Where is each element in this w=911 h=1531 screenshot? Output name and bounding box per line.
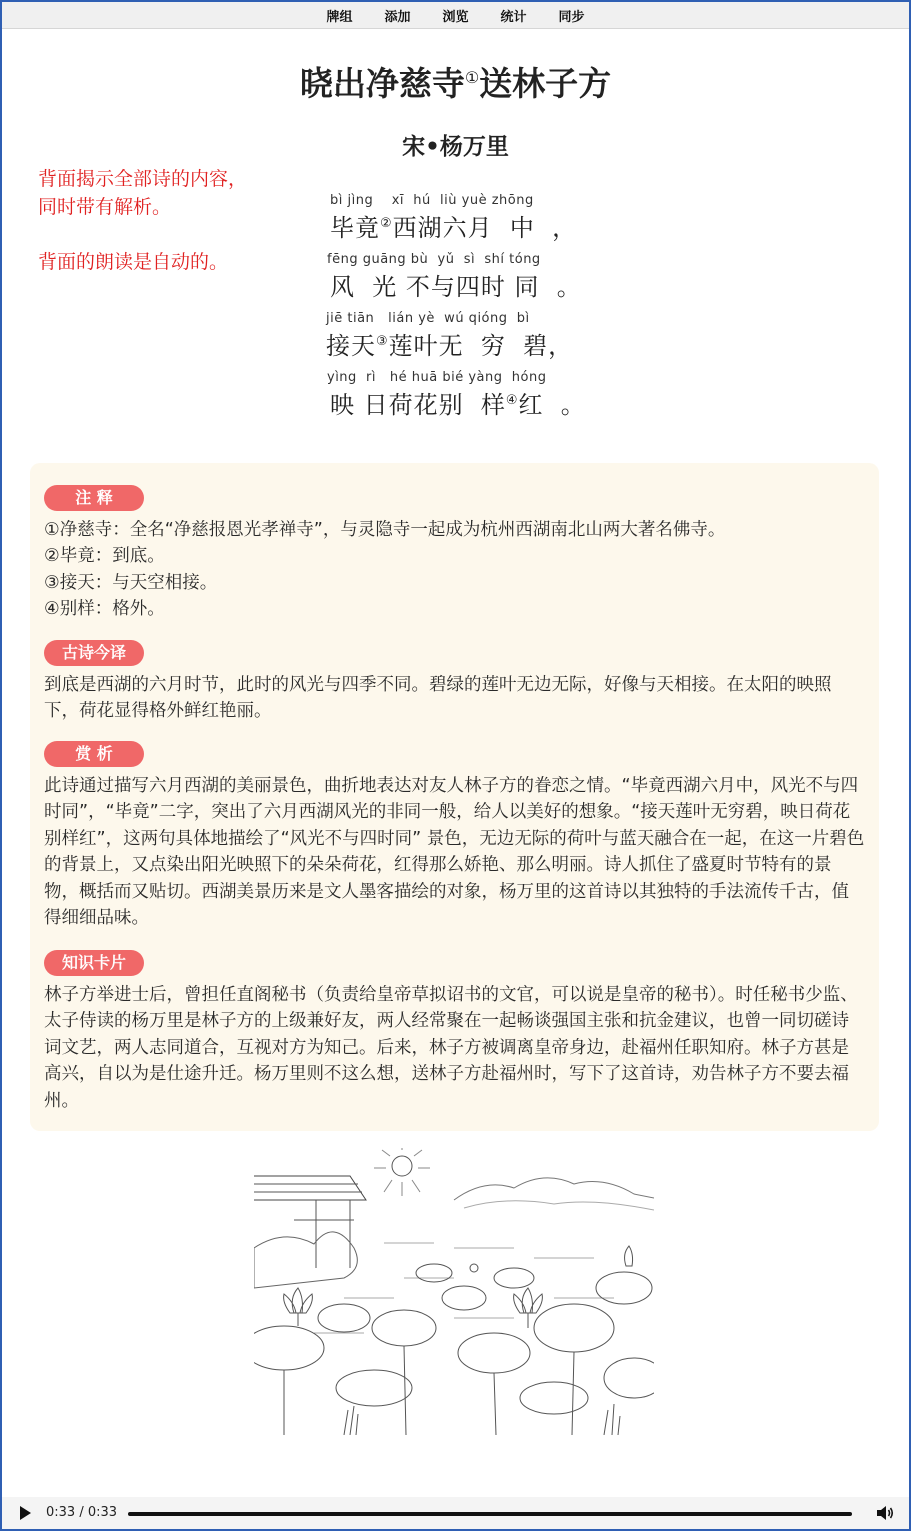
knowledge-card-label: 知识卡片 [44, 950, 144, 976]
poem-line-4 [327, 370, 586, 420]
poem-line-3 [326, 311, 573, 361]
hanzi-line [327, 385, 586, 420]
hanzi-post: 莲叶无 穷 碧， [388, 332, 574, 360]
footnote-mark: ③ [376, 334, 389, 349]
side-note-line-1: 背面揭示全部诗的内容， [38, 168, 248, 190]
title-footnote-mark: ① [464, 68, 480, 87]
hanzi-pre: 毕竟 [330, 214, 380, 242]
hanzi-line [330, 208, 577, 243]
hanzi-line [327, 267, 582, 302]
side-note-line-3: 背面的朗读是自动的。 [38, 251, 229, 273]
hanzi-post: 红 。 [518, 391, 586, 419]
hanzi-pre: 接天 [326, 332, 376, 360]
top-nav-bar [2, 2, 909, 29]
nav-sync[interactable]: 同步 [558, 9, 585, 25]
notes-label: 注 释 [44, 485, 144, 511]
appreciation-text: 此诗通过描写六月西湖的美丽景色，曲折地表达对友人林子方的眷恋之情。“毕竟西湖六月中，风光不与四时同”，“毕竟”二字，突出了六月西湖风光的非同一般，给人以美好的想象。“接天莲叶无穷碧，映日荷花别样红”，这两句具体地描绘了“风光不与四时同” 景色，无边无际的荷叶与蓝天融合在一起，在这一片碧色的背景上，又点染出阳光映照下的朵朵荷花，红得那么娇艳、那么明丽。诗人抓住了盛夏时节特有的景物，概括而又贴切。西湖美景历来是文人墨客描绘的对象，杨万里的这首诗以其独特的手法流传千古，值得细细品味。 [44, 776, 865, 929]
footnote-mark: ④ [505, 393, 519, 408]
note-item: ②毕竟：到底。 [44, 546, 165, 567]
audio-player [2, 1497, 909, 1529]
knowledge-card-text: 林子方举进士后，曾担任直阁秘书（负责给皇帝草拟诏书的文官，可以说是皇帝的秘书）。时任秘书少监、太子侍读的杨万里是林子方的上级兼好友，两人经常聚在一起畅谈强国主张和抗金建议，也曾一同切磋诗词文艺，两人志同道合，互视对方为知己。后来，林子方被调离皇帝身边，赴福州任职知府。林子方甚是高兴，自以为是仕途升迁。杨万里则不这么想，送林子方赴福州时，写下了这首诗，劝告林子方不要去福州。 [44, 985, 858, 1111]
pinyin-line: jiē tiān lián yè wú qióng bì [326, 311, 530, 326]
lotus-pond-illustration [254, 1148, 654, 1435]
notes-list [44, 517, 866, 623]
translation-label: 古诗今译 [44, 640, 144, 666]
note-item: ③接天：与天空相接。 [44, 572, 218, 593]
poem-author: 宋•杨万里 [402, 134, 509, 160]
poem-title [0, 58, 911, 105]
nav-stats[interactable]: 统计 [500, 9, 527, 25]
appreciation-label: 赏 析 [44, 741, 144, 767]
lotus-sketch-svg [254, 1148, 654, 1435]
note-item: ①净慈寺：全名“净慈报恩光孝禅寺”，与灵隐寺一起成为杭州西湖南北山两大著名佛寺。 [44, 520, 726, 540]
footnote-mark: ② [380, 216, 393, 231]
play-icon[interactable] [20, 1506, 31, 1520]
pinyin-line: fēng guāng bù yǔ sì shí tóng [327, 252, 541, 267]
hanzi-line [326, 326, 573, 361]
poem-title-text: 晓出净慈寺 [299, 64, 465, 103]
nav-browse[interactable]: 浏览 [442, 9, 469, 25]
nav-decks[interactable]: 牌组 [326, 9, 353, 25]
poem-line-2 [327, 252, 582, 302]
hanzi-pre: 映 日荷花别 样 [330, 391, 506, 419]
nav-add[interactable]: 添加 [384, 9, 411, 25]
pinyin-line: yìng rì hé huā bié yàng hóng [327, 370, 547, 385]
audio-time: 0:33 / 0:33 [46, 1505, 118, 1520]
poem-title-tail: 送林子方 [479, 64, 612, 103]
side-note-line-2: 同时带有解析。 [38, 196, 172, 218]
note-item: ④别样：格外。 [44, 599, 165, 620]
hanzi-post: 西湖六月 中 ， [392, 214, 578, 242]
audio-progress-track[interactable] [128, 1512, 852, 1516]
volume-icon[interactable] [875, 1503, 895, 1523]
hanzi-pre: 风 光 不与四时 同 。 [330, 273, 582, 301]
translation-text: 到底是西湖的六月时节，此时的风光与四季不同。碧绿的莲叶无边无际，好像与天相接。在太阳的映照下，荷花显得格外鲜红艳丽。 [44, 675, 832, 722]
sun-icon [392, 1156, 412, 1176]
poem-line-1 [330, 193, 577, 243]
pinyin-line: bì jìng xī hú liù yuè zhōng [330, 193, 534, 208]
